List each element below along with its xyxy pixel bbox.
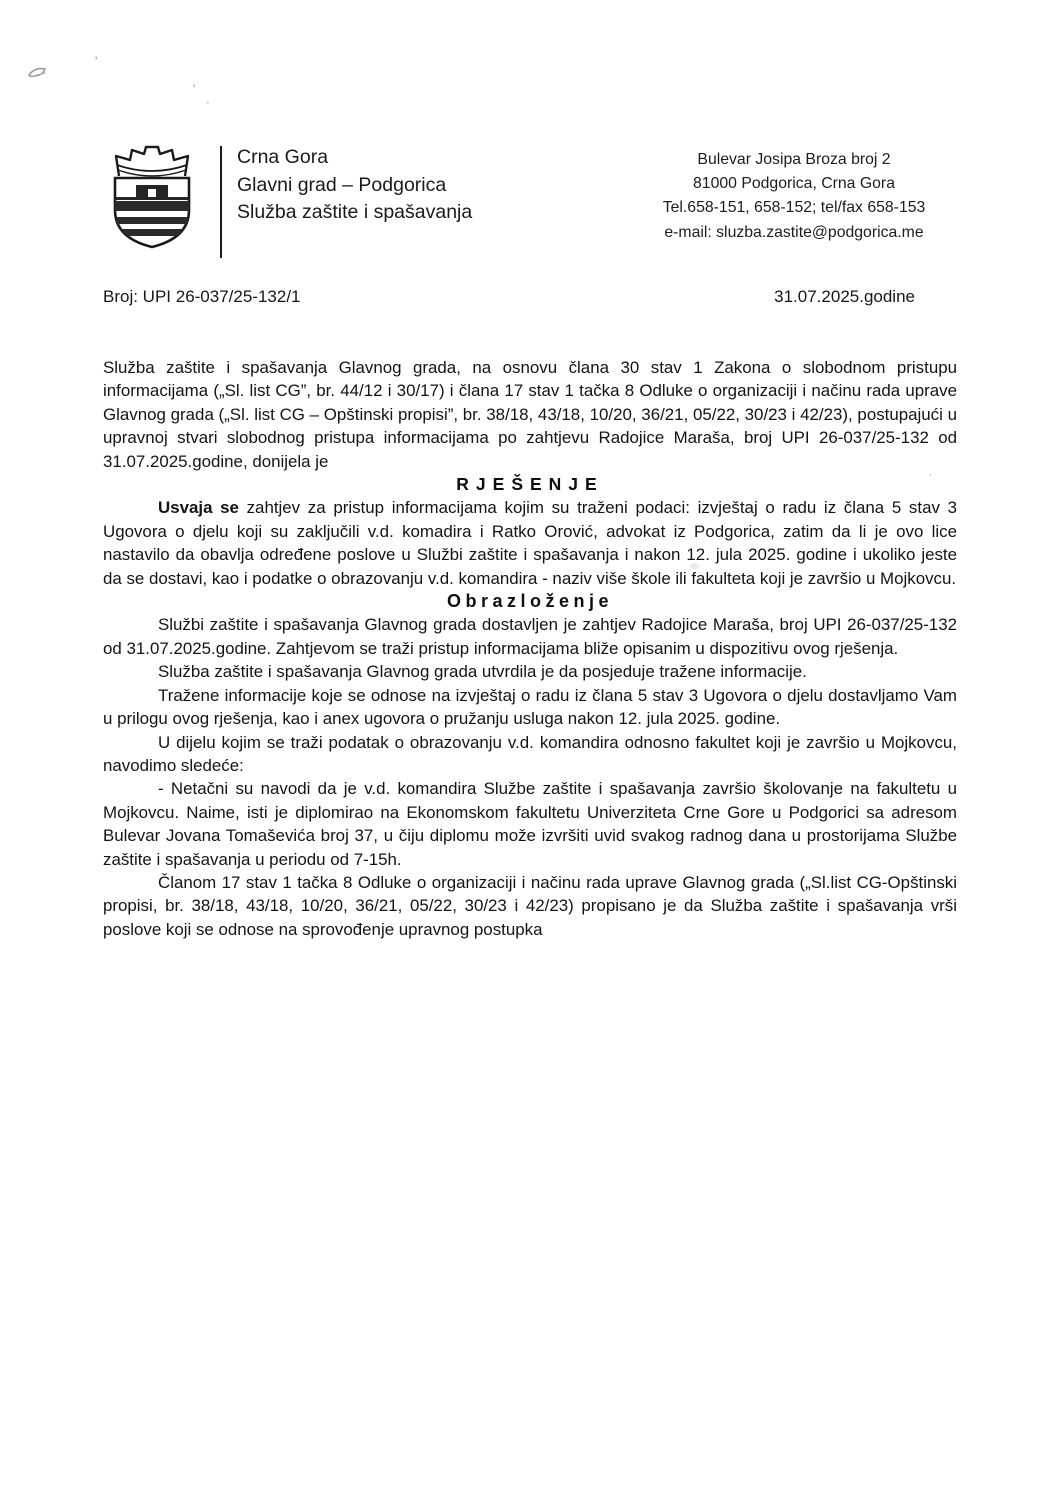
address-block [633,148,955,245]
reference-row [103,287,957,307]
scan-smudge [26,60,52,82]
paragraph-education-detail: - Netačni su navodi da je v.d. komandira Službe zaštite i spašavanja završio školovanje na fakultetu u Mojkovcu. Naime, isti je diplomirao na Ekonomskom fakultetu Univerziteta Crne Gore u Podgorici sa adresom Bulevar Jovana Tomaševića broj 37, u čiju diplomu može izvršiti uvid svakog radnog dana u prostorijama Službe zaštite i spašavanja u periodu od 7-15h. [103,779,957,869]
letterhead-divider [220,146,222,258]
scan-speck [206,101,209,104]
heading-obrazlozenje: Obrazloženje [446,591,614,612]
org-line-city: Glavni grad – Podgorica [237,173,447,196]
paragraph-legal-basis: Članom 17 stav 1 tačka 8 Odluke o organizaciji i načinu rada uprave Glavnog grada („Sl.list CG-Opštinski propisi, br. 38/18, 43/18, 10/20, 36/21, 05/22, 30/23 i 42/23) propisano je da Služba zaštite i spašavanja vrši poslove koji se odnose na sprovođenje upravnog postupka [103,872,957,939]
intro-paragraph: Služba zaštite i spašavanja Glavnog grada, na osnovu člana 30 stav 1 Zakona o slobodnom pristupu informacijama („Sl. list CG”, br. 44/12 i 30/17) i člana 17 stav 1 tačka 8 Odluke o organizaciji i načinu rada uprave Glavnog grada („Sl. list CG – Opštinski propisi”, br. 38/18, 43/18, 10/20, 36/21, 05/22, 30/23 i 42/23), postupajući u upravnoj stvari slobodnog pristupa informacijama po zahtjevu Radojice Maraša, broj UPI 26-037/25-132 od 31.07.2025.godine, donijela je [103,358,957,471]
scan-speck: ' [193,82,196,96]
reference-number: Broj: UPI 26-037/25-132/1 [103,287,301,306]
paragraph-education-intro: U dijelu kojim se traži podatak o obrazovanju v.d. komandira odnosno fakultet koji je završio u Mojkovcu, navodimo sledeće: [103,732,957,775]
heading-rjesenje: RJEŠENJE [456,474,604,495]
document-body [103,356,957,941]
dispositive-paragraph [103,496,957,590]
scan-speck: ˙ [929,472,933,486]
address-line-phone: Tel.658-151, 658-152; tel/fax 658-153 [662,199,926,217]
paragraph-possesses-info: Služba zaštite i spašavanja Glavnog grada utvrdila je da posjeduje tražene informacije. [158,662,807,682]
scan-speck: ' [95,54,98,68]
org-name-block [237,144,472,227]
dispositive-text: zahtjev za pristup informacijama kojim su traženi podaci: izvještaj o radu iz člana 5 stav 3 Ugovora o djelu koji su zaključili v.d. komadira i Ratko Orović, advokat iz Podgorica, zatim da li je ovo lice nastavilo da obavlja određene poslove u Službi zaštite i spašavanja i nakon 12. jula 2025. godine i ukoliko jeste da se dostavi, kao i podatke o obrazovanju v.d. komandira - naziv više škole ili fakulteta koji je završio u Mojkovcu. [103,498,957,588]
paragraph-attachments: Tražene informacije koje se odnose na izvještaj o radu iz člana 5 stav 3 Ugovora o djelu dostavljamo Vam u prilogu ovog rješenja, kao i anex ugovora o pružanju usluga nakon 12. jula 2025. godine. [103,685,957,729]
address-line-city: 81000 Podgorica, Crna Gora [693,175,895,193]
podgorica-coat-of-arms-icon [108,144,196,252]
org-line-country: Crna Gora [237,146,329,168]
org-line-service: Služba zaštite i spašavanja [237,201,473,223]
dispositive-lead: Usvaja se [158,498,239,518]
reference-date: 31.07.2025.godine [774,287,915,306]
address-line-email: e-mail: sluzba.zastite@podgorica.me [664,223,924,241]
paragraph-request-received: Službi zaštite i spašavanja Glavnog grada dostavljen je zahtjev Radojice Maraša, broj UPI 26-037/25-132 od 31.07.2025.godine. Zahtjevom se traži pristup informacijama bliže opisanim u dispozitivu ovog rješenja. [103,615,957,658]
address-line-street: Bulevar Josipa Broza broj 2 [697,151,891,168]
